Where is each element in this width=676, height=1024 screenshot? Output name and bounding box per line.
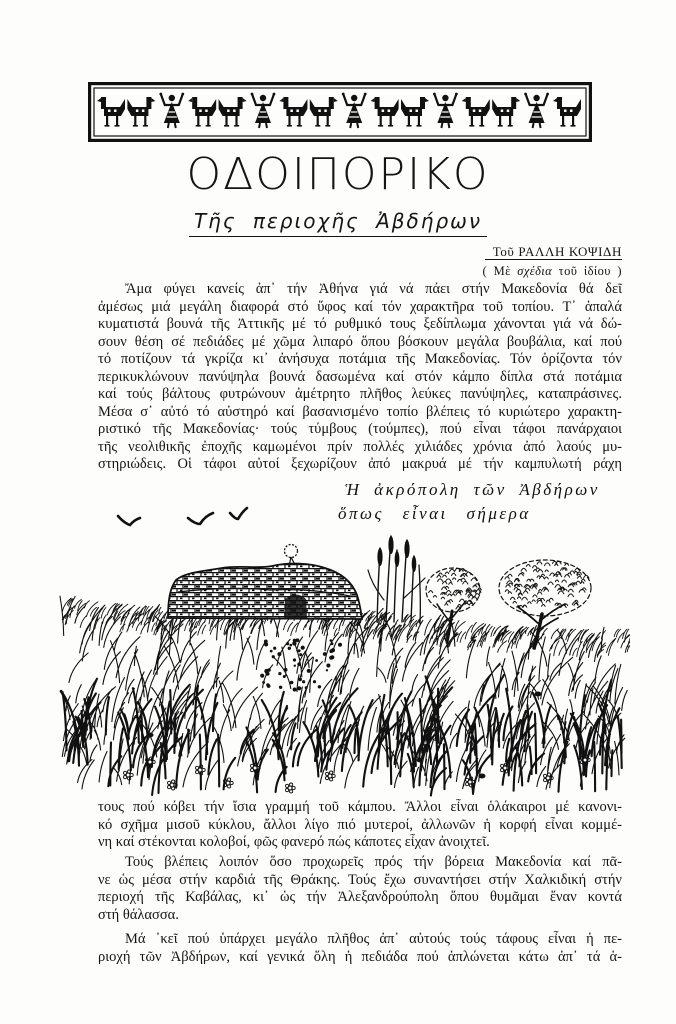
text-line: Μά ᾿κεῖ πού ὑπάρχει μεγάλο πλῆθος ἀπ᾿ αὐτούς τούς τάφους εἶναι ἡ πε- — [125, 931, 622, 947]
text-line: τῆς νεολιθικῆς ἐποχῆς καμωμένοι πρίν πολλές χιλιάδες χρόνια ἀπό λαούς μυ- — [98, 438, 622, 455]
text-line: σουν θέση σέ πεδιάδες μέ χῶμα λιπαρό ὅπου βόσκουν μεγάλα βουβάλια, καί πού — [98, 333, 622, 350]
text-line: ριοχή τῶν Ἀβδήρων, καί γενικά ὅλη ἡ πεδιάδα πού ἁπλώνεται κάτω ἀπ᾿ τά ἁ- — [98, 948, 622, 965]
paragraph — [98, 799, 622, 852]
text-line: Μέσα σ᾿ αὐτό τό αὐστηρό καί βασανισμένο τοπίο βλέπεις τό κυριώτερο χαρακτη- — [98, 403, 622, 420]
page-title: ΟΔΟΙΠΟΡΙΚΟ — [186, 149, 490, 200]
text-line: καί τούς βάλτους φυτρώνουν ἀμέτρητο πλῆθος λεύκες πανύψηλες, καταπράσινες. — [98, 386, 622, 402]
text-line: ἀμέσως μιά μεγάλη διαφορά στό ὕφος καί τόν χαρακτῆρα τοῦ τοπίου. Τ᾿ ἁπαλά — [98, 298, 622, 315]
folk-motif-border-icon — [88, 82, 592, 142]
subtitle-container — [0, 208, 676, 237]
reeds — [368, 536, 425, 624]
credit-close: τοῦ ἰδίου ) — [558, 264, 622, 278]
illustration-credit — [482, 264, 622, 279]
text-line: τους πού κόβει τήν ἴσια γραμμή τοῦ κάμπου. Ἄλλοι εἶναι ὁλάκαιροι μέ κανονι- — [98, 799, 622, 815]
text-line: νε ὡς μέσα στήν καρδιά τῆς Θράκης. Τούς ἔχω συναντήσει στήν Χαλκιδική στήν — [98, 871, 622, 888]
paragraph — [98, 854, 622, 924]
text-line: κό σχῆμα μισοῦ κύκλου, ἄλλοι λίγο πιό μυτεροί, ἀλλωνῶν ἡ κορφή εἶναι κομμέ- — [98, 816, 622, 833]
paragraph — [98, 931, 622, 966]
article-body-before-figure — [98, 281, 622, 474]
author-name: Τοῦ ΡΑΛΛΗ ΚΟΨΙΔΗ — [485, 244, 622, 260]
text-line: τό ποτίζουν τά γκρίζα κι᾿ ἀνήσυχα ποτάμια τῆς Μακεδονίας. Τόν ὁρίζοντα τόν — [98, 351, 622, 367]
text-line: Τούς βλέπεις λοιπόν ὅσο προχωρεῖς πρός τήν βόρεια Μακεδονία καί πᾶ- — [125, 854, 622, 870]
text-line: ριστικό τῆς Μακεδονίας· τούς τύμβους (τούμπες), πού εἶναι τάφοι πανάρχαιοι — [98, 421, 622, 437]
paragraph — [98, 281, 622, 474]
sketch-birds — [118, 508, 247, 525]
figure-caption-line: ὅπως εἶναι σήμερα — [338, 504, 531, 523]
text-line: στηριώδεις. Οἱ τάφοι αὐτοί ξεχωρίζουν ἀπό μακρυά μέ τήν καμπυλωτή ράχη — [98, 456, 622, 472]
article-body-after-figure — [98, 799, 622, 966]
page-subtitle: Τῆς περιοχῆς Ἀβδήρων — [189, 208, 487, 237]
text-line: Ἄμα φύγει κανείς ἀπ᾿ τήν Ἀθήνα γιά νά πάει στήν Μακεδονία θά δεῖ — [125, 281, 622, 297]
text-line: κυματιστά βουνά τῆς Ἀττικῆς μέ τό ρυθμικό τους ξεδίπλωμα χάνονται γιά νά δώ- — [98, 316, 622, 332]
text-line: στή θάλασσα. — [98, 906, 179, 923]
credit-italic: σχέδια — [517, 264, 553, 278]
acropolis-ruin — [168, 564, 362, 619]
landscape-sketch-icon — [55, 478, 630, 800]
text-line: περικυκλώνουν πανύψηλα βουνά δασωμένα καί στόν κάμπο δίπλα στά ποτάμια — [98, 368, 622, 385]
credit-open: ( Μὲ — [482, 264, 511, 278]
text-line: νη καί στέκονται κολοβοί, φῶς φανερό πώς κάποτες εἶχαν ἀνοιχτεῖ. — [98, 834, 490, 850]
text-line: περιοχή τῆς Καβάλας, κι᾿ ὡς τήν Ἀλεξανδρούπολη ὅπου θυμᾶμαι ἕναν κοντά — [98, 889, 622, 905]
byline — [482, 243, 622, 279]
figure-caption-line: Ἡ ἀκρόπολη τῶν Ἀβδήρων — [345, 480, 600, 499]
